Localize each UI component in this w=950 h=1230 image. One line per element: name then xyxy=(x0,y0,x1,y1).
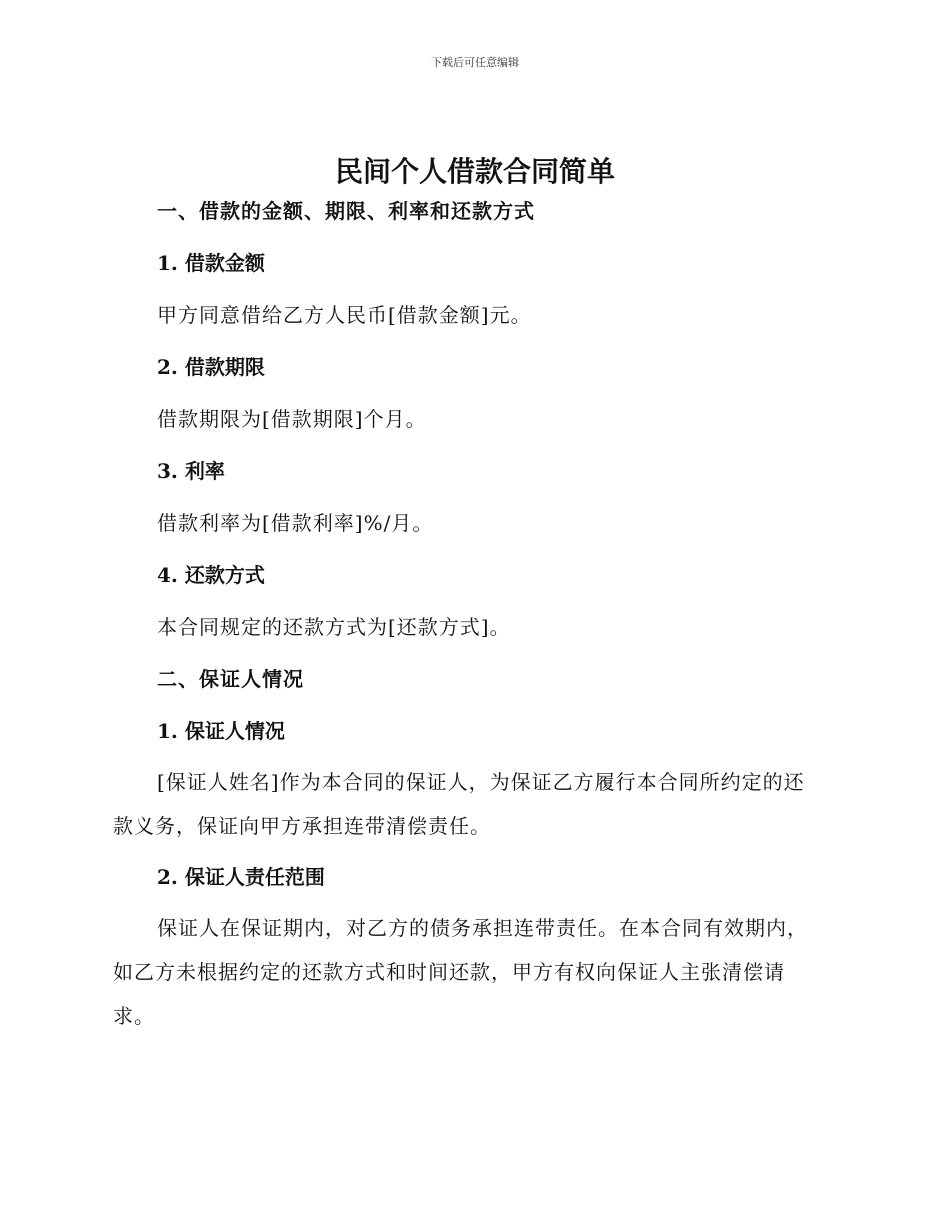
paragraph-loan-amount: 甲方同意借给乙方人民币[借款金额]元。 xyxy=(157,303,532,327)
document-body xyxy=(113,196,823,1038)
paragraph-interest-rate: 借款利率为[借款利率]%/月。 xyxy=(157,511,434,535)
paragraph-guarantor-info: [保证人姓名]作为本合同的保证人，为保证乙方履行本合同所约定的还款义务，保证向甲方承担连带清偿责任。 xyxy=(113,770,805,838)
paragraph-guarantor-scope: 保证人在保证期内，对乙方的债务承担连带责任。在本合同有效期内，如乙方未根据约定的还款方式和时间还款，甲方有权向保证人主张清偿请求。 xyxy=(113,916,808,1028)
subheading-guarantor-scope: 2. 保证人责任范围 xyxy=(157,865,325,889)
subheading-loan-term: 2. 借款期限 xyxy=(157,355,265,379)
paragraph-repayment-method: 本合同规定的还款方式为[还款方式]。 xyxy=(157,615,511,639)
paragraph-loan-term: 借款期限为[借款期限]个月。 xyxy=(157,407,427,431)
subheading-loan-amount: 1. 借款金额 xyxy=(157,251,265,275)
section-heading-loan-terms: 一、借款的金额、期限、利率和还款方式 xyxy=(157,199,535,223)
header-note: 下载后可任意编辑 xyxy=(431,56,519,69)
subheading-interest-rate: 3. 利率 xyxy=(157,459,225,483)
section-heading-guarantor: 二、保证人情况 xyxy=(157,667,304,691)
subheading-guarantor-info: 1. 保证人情况 xyxy=(157,719,285,743)
subheading-repayment-method: 4. 还款方式 xyxy=(157,563,265,587)
document-title: 民间个人借款合同简单 xyxy=(334,155,615,188)
